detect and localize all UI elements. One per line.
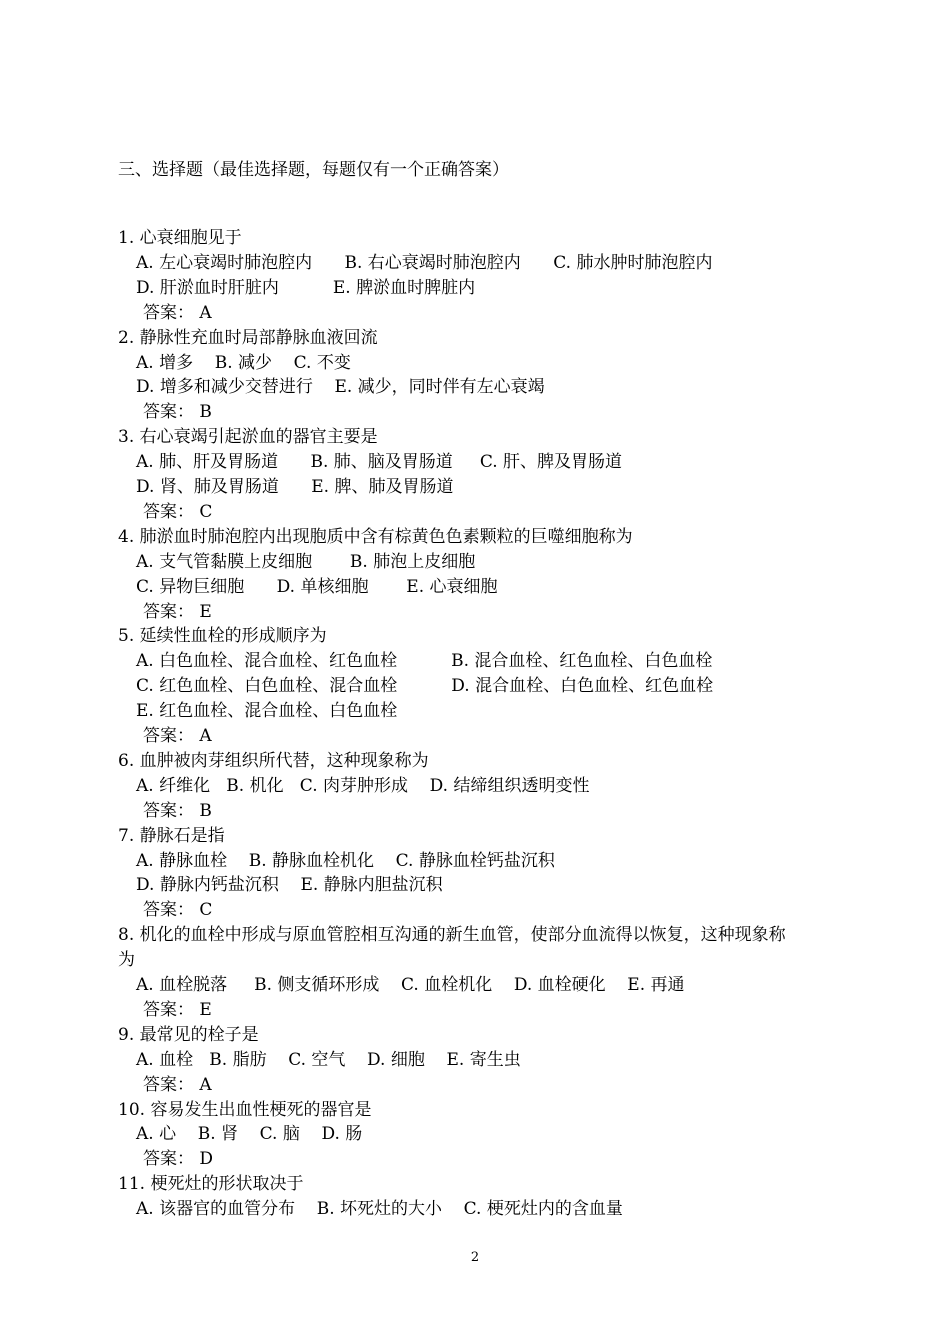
answer-line: 答案： C xyxy=(143,501,213,522)
question-line: 2. 静脉性充血时局部静脉血液回流 xyxy=(118,327,378,348)
question-line: 5. 延续性血栓的形成顺序为 xyxy=(118,626,327,647)
answer-line: 答案： A xyxy=(143,726,212,746)
question-line: 为 xyxy=(118,950,135,971)
option-line: C. 异物巨细胞 D. 单核细胞 E. 心衰细胞 xyxy=(136,576,498,597)
option-line: A. 心 B. 肾 C. 脑 D. 肠 xyxy=(136,1124,363,1145)
option-line: D. 肝淤血时肝脏内 E. 脾淤血时脾脏内 xyxy=(136,277,476,298)
answer-line: 答案： B xyxy=(143,402,212,423)
question-line: 9. 最常见的栓子是 xyxy=(118,1024,259,1045)
answer-line: 答案： A xyxy=(143,1074,212,1095)
question-line: 10. 容易发生出血性梗死的器官是 xyxy=(118,1099,372,1120)
option-line: A. 肺、肝及胃肠道 B. 肺、脑及胃肠道 C. 肝、脾及胃肠道 xyxy=(136,452,623,473)
question-line: 6. 血肿被肉芽组织所代替，这种现象称为 xyxy=(118,750,429,771)
answer-line: 答案： E xyxy=(143,601,212,622)
question-line: 7. 静脉石是指 xyxy=(118,825,225,846)
option-line: A. 血栓脱落 B. 侧支循环形成 C. 血栓机化 D. 血栓硬化 E. 再通 xyxy=(136,975,685,995)
question-line: 1. 心衰细胞见于 xyxy=(118,228,242,248)
option-line: A. 纤维化 B. 机化 C. 肉芽肿形成 D. 结缔组织透明变性 xyxy=(136,775,590,796)
question-line: 8. 机化的血栓中形成与原血管腔相互沟通的新生血管，使部分血流得以恢复，这种现象称 xyxy=(118,925,786,946)
section-title: 三、选择题（最佳选择题，每题仅有一个正确答案） xyxy=(118,160,509,180)
option-line: D. 肾、肺及胃肠道 E. 脾、肺及胃肠道 xyxy=(136,477,454,497)
option-line: A. 白色血栓、混合血栓、红色血栓 B. 混合血栓、红色血栓、白色血栓 xyxy=(136,651,713,672)
option-line: A. 血栓 B. 脂肪 C. 空气 D. 细胞 E. 寄生虫 xyxy=(136,1049,521,1070)
option-line: A. 左心衰竭时肺泡腔内 B. 右心衰竭时肺泡腔内 C. 肺水肿时肺泡腔内 xyxy=(136,252,713,273)
option-line: D. 增多和减少交替进行 E. 减少，同时伴有左心衰竭 xyxy=(136,377,545,398)
option-line: E. 红色血栓、混合血栓、白色血栓 xyxy=(136,701,398,722)
question-line: 4. 肺淤血时肺泡腔内出现胞质中含有棕黄色色素颗粒的巨噬细胞称为 xyxy=(118,526,633,547)
answer-line: 答案： D xyxy=(143,1149,214,1170)
answer-line: 答案： E xyxy=(143,999,212,1020)
option-line: C. 红色血栓、白色血栓、混合血栓 D. 混合血栓、白色血栓、红色血栓 xyxy=(136,676,714,697)
answer-line: 答案： A xyxy=(143,302,212,323)
question-line: 3. 右心衰竭引起淤血的器官主要是 xyxy=(118,427,378,448)
option-line: A. 增多 B. 减少 C. 不变 xyxy=(136,352,351,373)
option-line: A. 支气管黏膜上皮细胞 B. 肺泡上皮细胞 xyxy=(136,551,476,572)
page-number: 2 xyxy=(470,1250,480,1265)
option-line: D. 静脉内钙盐沉积 E. 静脉内胆盐沉积 xyxy=(136,875,443,896)
question-line: 11. 梗死灶的形状取决于 xyxy=(118,1174,304,1195)
answer-line: 答案： B xyxy=(143,800,212,821)
option-line: A. 该器官的血管分布 B. 坏死灶的大小 C. 梗死灶内的含血量 xyxy=(136,1199,623,1220)
option-line: A. 静脉血栓 B. 静脉血栓机化 C. 静脉血栓钙盐沉积 xyxy=(136,850,555,871)
answer-line: 答案： C xyxy=(143,900,213,921)
